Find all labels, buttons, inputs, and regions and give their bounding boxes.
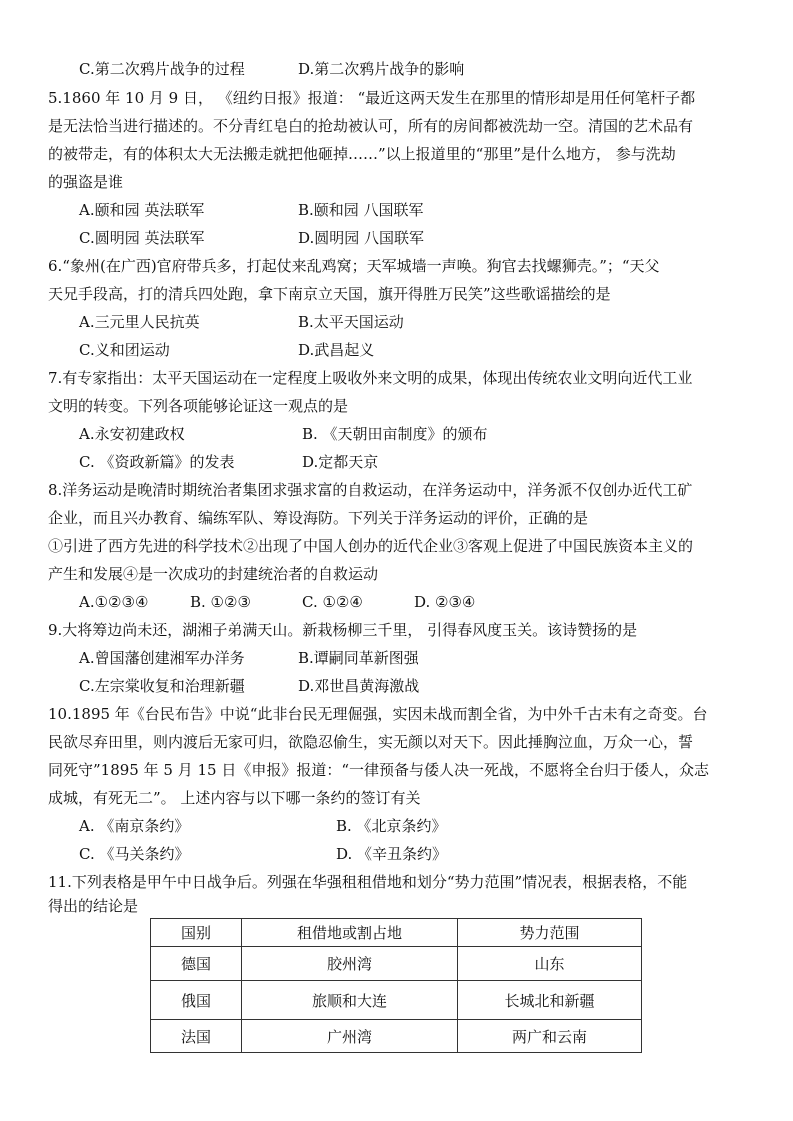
q8-stem-line: 8.洋务运动是晚清时期统治者集团求强求富的自救运动，在洋务运动中，洋务派不仅创办近代工矿 — [48, 481, 693, 499]
q6-option-b: B.太平天国运动 — [298, 313, 404, 331]
table-cell: 广州湾 — [242, 1020, 458, 1053]
table-cell: 胶州湾 — [242, 947, 458, 981]
q10-option-d: D. 《辛丑条约》 — [336, 845, 448, 863]
q9-option-c: C.左宗棠收复和治理新疆 — [79, 677, 245, 695]
q11-stem-line: 11.下列表格是甲午中日战争后。列强在华强租租借地和划分“势力范围”情况表，根据表格，不能 — [48, 873, 688, 891]
q11-stem-line: 得出的结论是 — [48, 897, 139, 915]
q8-option-a: A.①②③④ — [79, 593, 149, 611]
q5-stem-line: 的强盗是谁 — [48, 173, 124, 191]
table-cell: 山东 — [458, 947, 642, 981]
q7-option-b: B. 《天朝田亩制度》的颁布 — [302, 425, 488, 443]
table-cell: 旅顺和大连 — [242, 981, 458, 1020]
q9-option-b: B.谭嗣同革新图强 — [298, 649, 419, 667]
q4-option-c: C.第二次鸦片战争的过程 — [79, 60, 245, 78]
q5-stem-line: 的被带走，有的体积太大无法搬走就把他砸掉……”以上报道里的“那里”是什么地方， 参与洗劫 — [48, 145, 676, 163]
table-header-cell: 势力范围 — [458, 919, 642, 947]
q7-stem-line: 7.有专家指出：太平天国运动在一定程度上吸收外来文明的成果，体现出传统农业文明向近代工业 — [48, 369, 693, 387]
table-cell: 德国 — [151, 947, 242, 981]
q10-option-c: C. 《马关条约》 — [79, 845, 190, 863]
table-header-cell: 国别 — [151, 919, 242, 947]
q9-stem-line: 9.大将筹边尚未还，湖湘子弟满天山。新栽杨柳三千里， 引得春风度玉关。该诗赞扬的是 — [48, 621, 638, 639]
q5-stem-line: 5.1860 年 10 月 9 日， 《纽约日报》报道： “最近这两天发生在那里的情形却是用任何笔杆子都 — [48, 89, 696, 107]
q5-stem-line: 是无法恰当进行描述的。不分青红皂白的抢劫被认可，所有的房间都被洗劫一空。清国的艺术品有 — [48, 117, 694, 135]
table-cell: 两广和云南 — [458, 1020, 642, 1053]
q6-option-c: C.义和团运动 — [79, 341, 170, 359]
q5-option-c: C.圆明园 英法联军 — [79, 229, 205, 247]
table-row — [151, 947, 642, 981]
q10-stem-line: 成城，有死无二”。 上述内容与以下哪一条约的签订有关 — [48, 789, 421, 807]
table-row — [151, 1020, 642, 1053]
table-cell: 长城北和新疆 — [458, 981, 642, 1020]
q10-stem-line: 民欲尽弃田里，则内渡后无家可归，欲隐忍偷生，实无颜以对天下。因此捶胸泣血，万众一心，誓 — [48, 733, 694, 751]
q6-stem-line: 6.“象州(在广西)官府带兵多，打起仗来乱鸡窝；天军城墙一声唤。狗官去找螺狮壳。”；“天父 — [48, 257, 660, 275]
q10-stem-line: 10.1895 年《台民布告》中说“此非台民无理倔强，实因未战而割全省，为中外千古未有之奇变。台 — [48, 705, 708, 723]
q7-option-a: A.永安初建政权 — [79, 425, 185, 443]
q5-option-d: D.圆明园 八国联军 — [298, 229, 425, 247]
q6-option-a: A.三元里人民抗英 — [79, 313, 200, 331]
q8-option-d: D. ②③④ — [414, 593, 476, 611]
spheres-of-influence-table — [150, 918, 642, 1053]
q9-option-a: A.曾国藩创建湘军办洋务 — [79, 649, 245, 667]
table-header-cell: 租借地或割占地 — [242, 919, 458, 947]
q8-stem-line: 企业，而且兴办教育、编练军队、筹设海防。下列关于洋务运动的评价，正确的是 — [48, 509, 589, 527]
q7-option-c: C. 《资政新篇》的发表 — [79, 453, 235, 471]
q9-option-d: D.邓世昌黄海激战 — [298, 677, 420, 695]
q8-option-b: B. ①②③ — [190, 593, 251, 611]
q4-option-d: D.第二次鸦片战争的影响 — [298, 60, 465, 78]
q7-stem-line: 文明的转变。下列各项能够论证这一观点的是 — [48, 397, 349, 415]
q10-option-a: A. 《南京条约》 — [79, 817, 190, 835]
q8-option-c: C. ①②④ — [302, 593, 363, 611]
q5-option-b: B.颐和园 八国联军 — [298, 201, 424, 219]
q5-option-a: A.颐和园 英法联军 — [79, 201, 205, 219]
q10-option-b: B. 《北京条约》 — [336, 817, 447, 835]
table-row — [151, 981, 642, 1020]
q7-option-d: D.定都天京 — [302, 453, 379, 471]
table-cell: 法国 — [151, 1020, 242, 1053]
table-header-row — [151, 919, 642, 947]
q6-stem-line: 天兄手段高，打的清兵四处跑，拿下南京立天国，旗开得胜万民笑”这些歌谣描绘的是 — [48, 285, 611, 303]
q8-stem-line: 产生和发展④是一次成功的封建统治者的自救运动 — [48, 565, 379, 583]
q10-stem-line: 同死守”1895 年 5 月 15 日《申报》报道：“一律预备与倭人决一死战，不愿将全台归于倭人，众志 — [48, 761, 709, 779]
q6-option-d: D.武昌起义 — [298, 341, 375, 359]
q8-stem-line: ①引进了西方先进的科学技术②出现了中国人创办的近代企业③客观上促进了中国民族资本主义的 — [48, 537, 694, 555]
table-cell: 俄国 — [151, 981, 242, 1020]
